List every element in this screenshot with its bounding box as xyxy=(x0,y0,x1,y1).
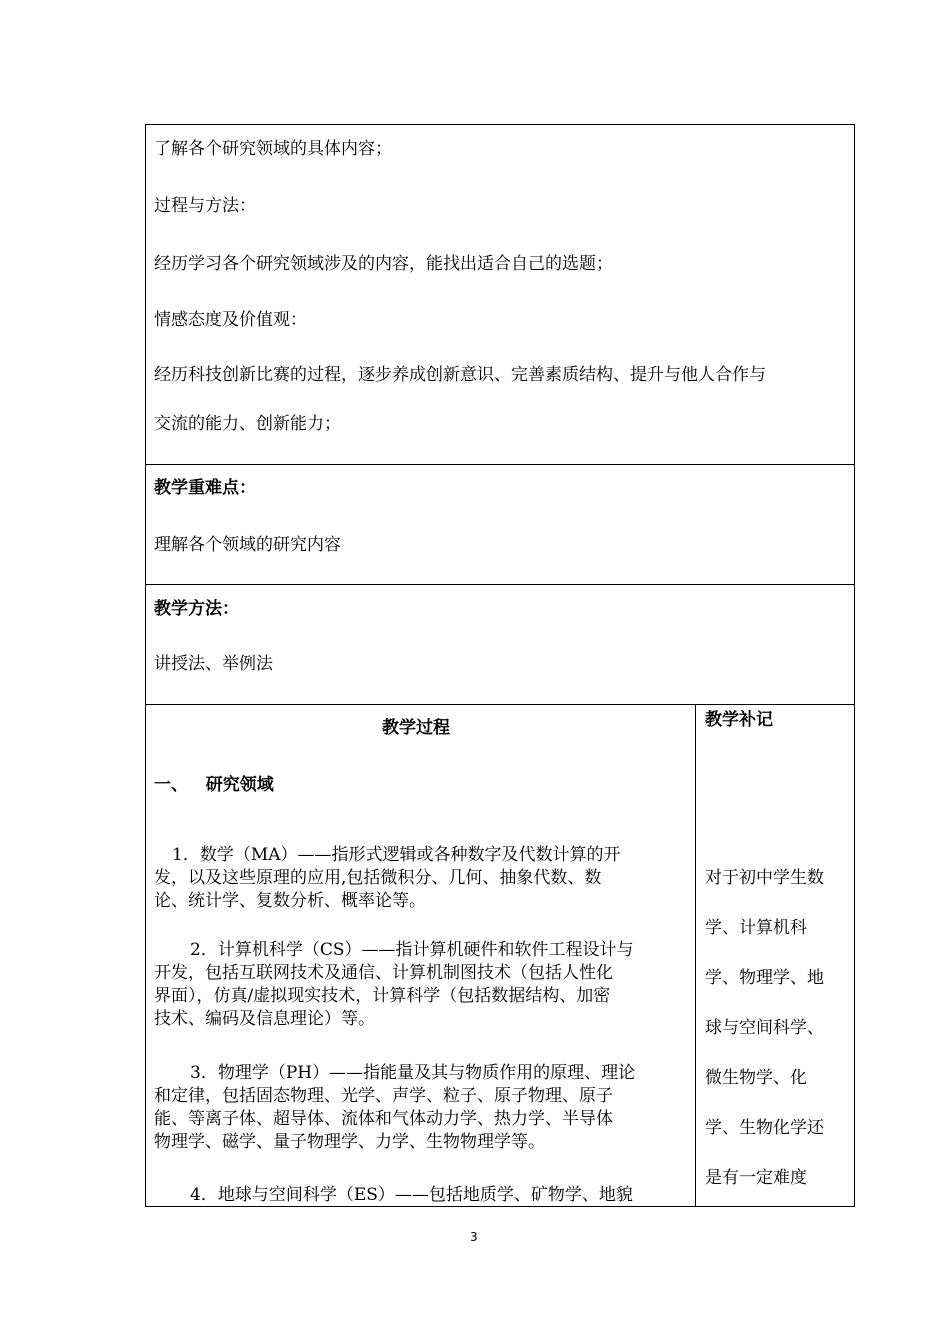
field-item-line: 能、等离子体、超导体、流体和气体动力学、热力学、半导体 xyxy=(154,1109,613,1129)
methods-cell xyxy=(145,584,855,705)
field-item-line: 发，以及这些原理的应用,包括微积分、几何、抽象代数、数 xyxy=(154,868,602,888)
field-item-line: 界面），仿真/虚拟现实技术，计算科学（包括数据结构、加密 xyxy=(154,986,611,1006)
note-line: 对于初中学生数 xyxy=(705,868,824,888)
field-item-math xyxy=(154,844,621,913)
field-item-line: 开发，包括互联网技术及通信、计算机制图技术（包括人性化 xyxy=(154,963,613,983)
field-item-line: 3．物理学（PH）——指能量及其与物质作用的原理、理论 xyxy=(190,1063,636,1083)
field-item-line: 和定律，包括固态物理、光学、声学、粒子、原子物理、原子 xyxy=(154,1086,613,1106)
note-line: 学、生物化学还 xyxy=(705,1118,824,1138)
note-line: 是有一定难度 xyxy=(705,1168,807,1188)
objective-line-1: 了解各个研究领域的具体内容； xyxy=(154,139,392,159)
process-title: 教学过程 xyxy=(382,718,450,738)
methods-heading: 教学方法： xyxy=(154,599,239,619)
objective-line-3: 经历学习各个研究领域涉及的内容，能找出适合自己的选题； xyxy=(154,254,613,274)
methods-content: 讲授法、举例法 xyxy=(154,654,273,674)
objective-line-2: 过程与方法： xyxy=(154,196,256,216)
field-item-line: 2．计算机科学（CS）——指计算机硬件和软件工程设计与 xyxy=(190,940,634,960)
field-item-line: 物理学、磁学、量子物理学、力学、生物物理学等。 xyxy=(154,1132,545,1152)
notes-content xyxy=(705,853,824,1203)
note-line: 学、物理学、地 xyxy=(705,968,824,988)
field-item-line: 4．地球与空间科学（ES）——包括地质学、矿物学、地貌 xyxy=(190,1185,633,1205)
key-points-content: 理解各个领域的研究内容 xyxy=(154,535,341,555)
field-item-line: 技术、编码及信息理论）等。 xyxy=(154,1009,375,1029)
field-item-line: 论、统计学、复数分析、概率论等。 xyxy=(154,891,426,911)
section-heading: 一、 研究领域 xyxy=(154,775,274,795)
objective-line-4: 情感态度及价值观： xyxy=(154,310,307,330)
field-item-earth-space xyxy=(154,1184,633,1207)
note-line: 球与空间科学、 xyxy=(705,1018,824,1038)
page-number: 3 xyxy=(470,1230,478,1244)
field-item-cs xyxy=(154,939,633,1031)
objective-line-6: 交流的能力、创新能力； xyxy=(154,414,341,434)
key-points-heading: 教学重难点： xyxy=(154,478,256,498)
field-item-line: 1．数学（MA）——指形式逻辑或各种数字及代数计算的开 xyxy=(172,845,621,865)
objective-line-5: 经历科技创新比赛的过程，逐步养成创新意识、完善素质结构、提升与他人合作与 xyxy=(154,365,766,385)
notes-heading: 教学补记 xyxy=(705,710,773,730)
note-line: 学、计算机科 xyxy=(705,918,807,938)
note-line: 微生物学、化 xyxy=(705,1068,807,1088)
field-item-physics xyxy=(154,1062,635,1154)
